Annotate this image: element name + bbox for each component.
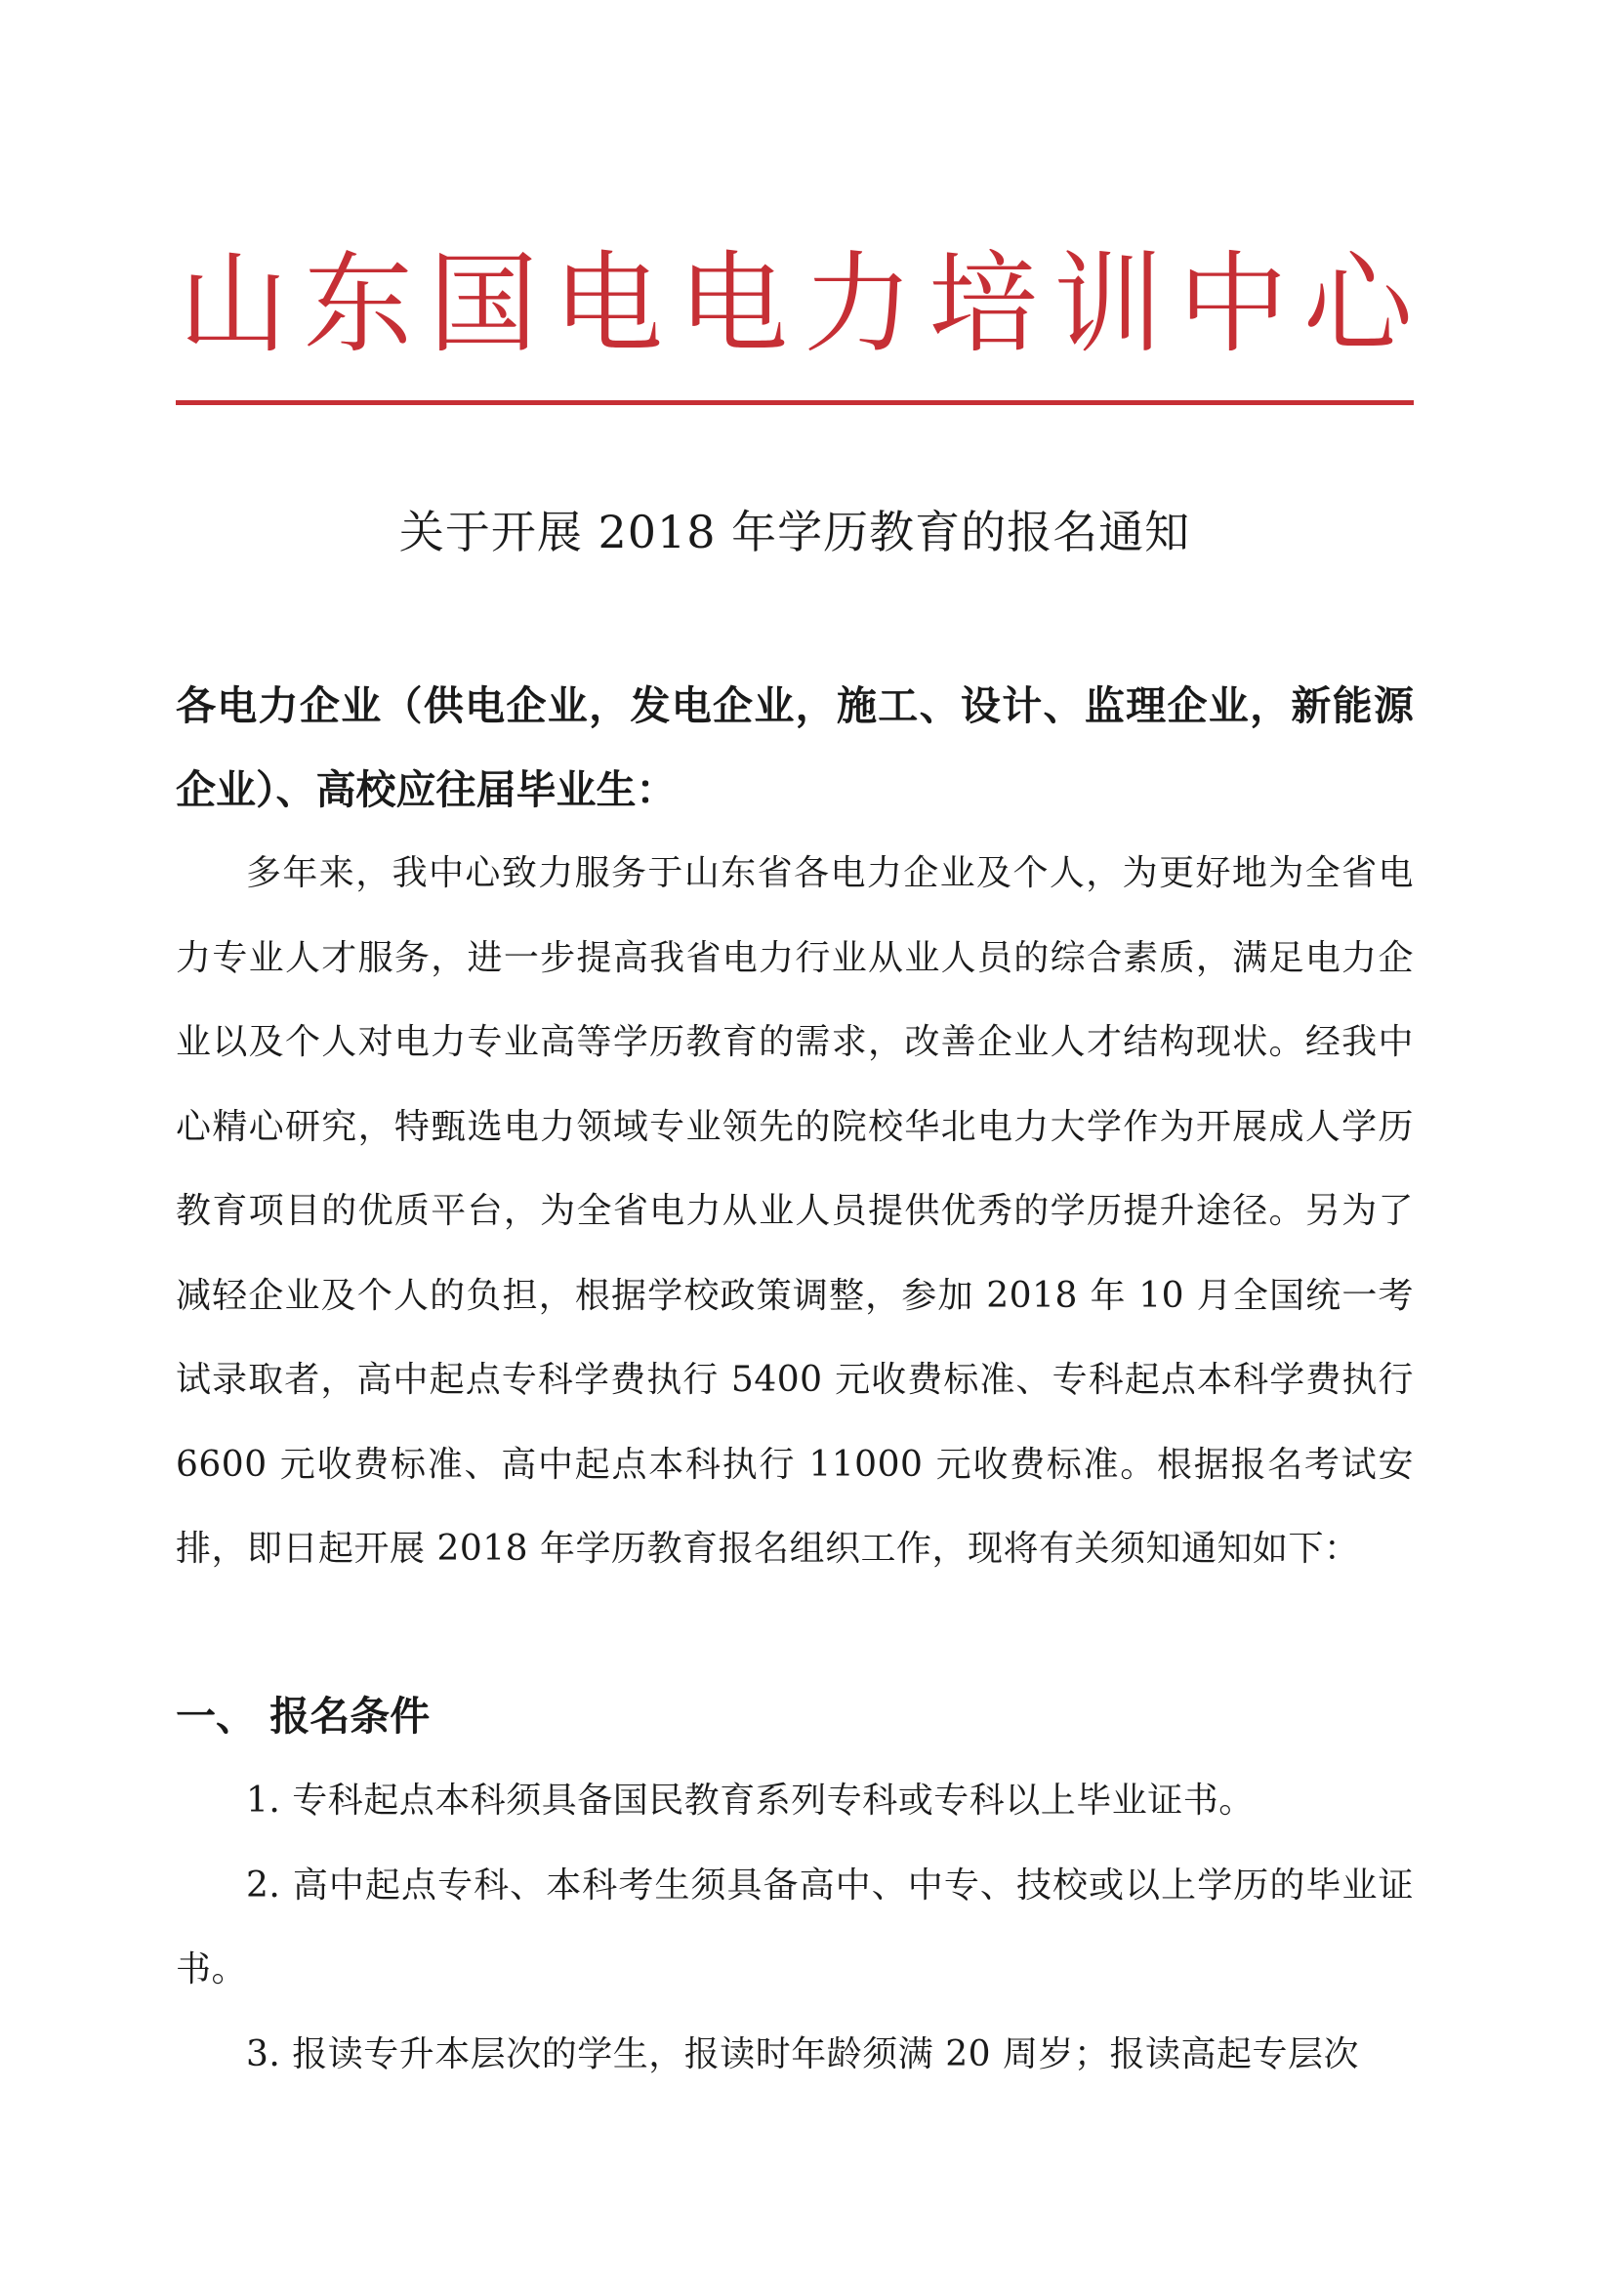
letterhead-char: 心: [1303, 241, 1413, 368]
condition-item: 3. 报读专升本层次的学生，报读时年龄须满 20 周岁；报读高起专层次: [246, 2033, 1359, 2074]
letterhead-char: 训: [1053, 241, 1163, 368]
letterhead-char: 培: [928, 241, 1038, 368]
letterhead-char: 电: [679, 241, 788, 368]
letterhead-char: 电: [554, 241, 663, 368]
letterhead-char: 国: [429, 241, 538, 368]
letterhead-char: 东: [304, 241, 413, 368]
notice-title: 关于开展 2018 年学历教育的报名通知: [398, 506, 1191, 558]
letterhead-title: [176, 226, 1416, 383]
condition-item: 2. 高中起点专科、本科考生须具备高中、中专、技校或以上学历的毕业证书。: [176, 1865, 1414, 1989]
letterhead-char: 山: [179, 241, 288, 368]
letterhead-char: 中: [1178, 241, 1288, 368]
condition-item: 1. 专科起点本科须具备国民教育系列专科或专科以上毕业证书。: [246, 1781, 1255, 1821]
addressee: 各电力企业（供电企业，发电企业，施工、设计、监理企业，新能源企业）、高校应往届毕业生：: [176, 682, 1414, 813]
letterhead-char: 力: [804, 241, 913, 368]
body-paragraph: 多年来，我中心致力服务于山东省各电力企业及个人，为更好地为全省电力专业人才服务，进一步提高我省电力行业从业人员的综合素质，满足电力企业以及个人对电力专业高等学历教育的需求，改善企业人才结构现状。经我中心精心研究，特甄选电力领域专业领先的院校华北电力大学作为开展成人学历教育项目的优质平台，为全省电力从业人员提供优秀的学历提升途径。另为了减轻企业及个人的负担，根据学校政策调整，参加 2018 年 10 月全国统一考试录取者，高中起点专科学费执行 5400 元收费标准、专科起点本科学费执行 6600 元收费标准、高中起点本科执行 11000 元收费标准。根据报名考试安排，即日起开展 2018 年学历教育报名组织工作，现将有关须知通知如下：: [176, 853, 1414, 1569]
letterhead-divider: [176, 400, 1414, 405]
registration-conditions-list: [176, 1759, 1414, 2097]
section-heading-registration-conditions: 一、 报名条件: [176, 1693, 431, 1740]
